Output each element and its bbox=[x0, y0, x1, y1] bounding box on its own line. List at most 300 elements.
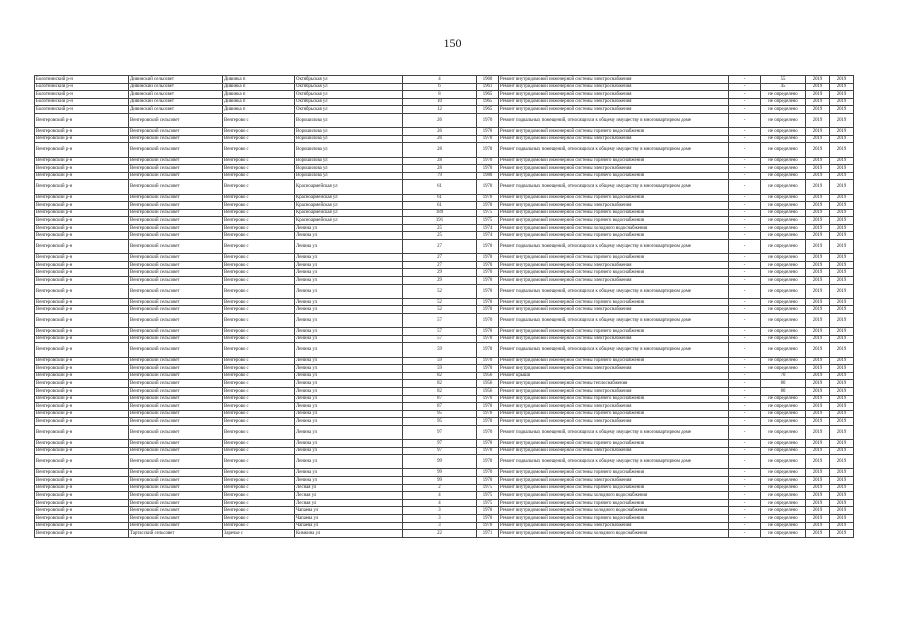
settlement-cell: Венгеровский сельсовет bbox=[129, 365, 223, 373]
table-row bbox=[35, 530, 854, 538]
dash-cell: - bbox=[729, 440, 761, 448]
street-cell: Ленина ул bbox=[295, 395, 403, 403]
start-year-cell: 2019 bbox=[806, 135, 830, 143]
start-year-cell: 2019 bbox=[806, 335, 830, 343]
district-cell: Венгеровский р-н bbox=[35, 499, 129, 507]
house-number-cell: 3 bbox=[403, 515, 477, 523]
street-cell: Ленина ул bbox=[295, 455, 403, 469]
house-number-cell: 99 bbox=[403, 477, 477, 485]
year-built-cell: 1970 bbox=[477, 395, 499, 403]
work-type-cell: Ремонт внутридомовой инженерной системы горячего водоснабжения bbox=[499, 410, 729, 418]
dash-cell: - bbox=[729, 157, 761, 165]
table-row bbox=[35, 425, 854, 439]
end-year-cell: 2019 bbox=[830, 298, 854, 306]
start-year-cell: 2019 bbox=[806, 522, 830, 530]
dash-cell: - bbox=[729, 522, 761, 530]
year-built-cell: 1965 bbox=[477, 106, 499, 114]
table-row bbox=[35, 269, 854, 277]
start-year-cell: 2019 bbox=[806, 277, 830, 285]
dash-cell: - bbox=[729, 135, 761, 143]
district-cell: Венгеровский р-н bbox=[35, 492, 129, 500]
table-row bbox=[35, 157, 854, 165]
cost-cell: не определено bbox=[761, 515, 806, 523]
district-cell: Венгеровский р-н bbox=[35, 180, 129, 194]
start-year-cell: 2019 bbox=[806, 477, 830, 485]
end-year-cell: 2019 bbox=[830, 410, 854, 418]
year-built-cell: 1970 bbox=[477, 284, 499, 298]
year-built-cell: 1970 bbox=[477, 113, 499, 127]
house-number-cell: 4 bbox=[403, 76, 477, 84]
dash-cell: - bbox=[729, 217, 761, 225]
work-type-cell: Ремонт внутридомовой инженерной системы электроснабжения bbox=[499, 76, 729, 84]
district-cell: Венгеровский р-н bbox=[35, 484, 129, 492]
locality-cell: Венгерово с bbox=[223, 298, 295, 306]
street-cell: Октябрьская ул bbox=[295, 83, 403, 91]
cost-cell: не определено bbox=[761, 306, 806, 314]
district-cell: Венгеровский р-н bbox=[35, 284, 129, 298]
dash-cell: - bbox=[729, 194, 761, 202]
start-year-cell: 2019 bbox=[806, 224, 830, 232]
settlement-cell: Венгеровский сельсовет bbox=[129, 335, 223, 343]
start-year-cell: 2019 bbox=[806, 106, 830, 114]
house-number-cell: 2 bbox=[403, 484, 477, 492]
settlement-cell: Венгеровский сельсовет bbox=[129, 157, 223, 165]
table-row bbox=[35, 135, 854, 143]
table-row bbox=[35, 522, 854, 530]
start-year-cell: 2019 bbox=[806, 240, 830, 254]
settlement-cell: Венгеровский сельсовет bbox=[129, 477, 223, 485]
dash-cell: - bbox=[729, 314, 761, 328]
house-number-cell: 57 bbox=[403, 335, 477, 343]
district-cell: Венгеровский р-н bbox=[35, 306, 129, 314]
dash-cell: - bbox=[729, 530, 761, 538]
cost-cell: не определено bbox=[761, 492, 806, 500]
street-cell: Чапаева ул bbox=[295, 515, 403, 523]
start-year-cell: 2019 bbox=[806, 395, 830, 403]
start-year-cell: 2019 bbox=[806, 343, 830, 357]
district-cell: Венгеровский р-н bbox=[35, 403, 129, 411]
cost-cell: не определено bbox=[761, 507, 806, 515]
district-cell: Венгеровский р-н bbox=[35, 507, 129, 515]
cost-cell: не определено bbox=[761, 469, 806, 477]
house-number-cell: 59 bbox=[403, 343, 477, 357]
work-type-cell: Ремонт внутридомовой инженерной системы электроснабжения bbox=[499, 165, 729, 173]
district-cell: Венгеровский р-н bbox=[35, 143, 129, 157]
house-number-cell: 28 bbox=[403, 143, 477, 157]
district-cell: Венгеровский р-н bbox=[35, 128, 129, 136]
street-cell: Кимкина ул bbox=[295, 530, 403, 538]
year-built-cell: 1974 bbox=[477, 224, 499, 232]
settlement-cell: Венгеровский сельсовет bbox=[129, 284, 223, 298]
table-row bbox=[35, 209, 854, 217]
work-type-cell: Ремонт внутридомовой инженерной системы холодного водоснабжения bbox=[499, 530, 729, 538]
house-number-cell: 22 bbox=[403, 530, 477, 538]
street-cell: Ленина ул bbox=[295, 240, 403, 254]
locality-cell: Дивинка п bbox=[223, 106, 295, 114]
house-number-cell: 29 bbox=[403, 269, 477, 277]
start-year-cell: 2019 bbox=[806, 380, 830, 388]
year-built-cell: 1965 bbox=[477, 98, 499, 106]
table-row bbox=[35, 410, 854, 418]
district-cell: Венгеровский р-н bbox=[35, 440, 129, 448]
street-cell: Октябрьская ул bbox=[295, 106, 403, 114]
dash-cell: - bbox=[729, 335, 761, 343]
house-number-cell: 95 bbox=[403, 418, 477, 426]
year-built-cell: 1970 bbox=[477, 194, 499, 202]
dash-cell: - bbox=[729, 515, 761, 523]
dash-cell: - bbox=[729, 261, 761, 269]
table-row bbox=[35, 372, 854, 380]
district-cell: Венгеровский р-н bbox=[35, 254, 129, 262]
table-row bbox=[35, 261, 854, 269]
table-row bbox=[35, 306, 854, 314]
district-cell: Венгеровский р-н bbox=[35, 380, 129, 388]
table-row bbox=[35, 76, 854, 84]
start-year-cell: 2019 bbox=[806, 372, 830, 380]
cost-cell: не определено bbox=[761, 425, 806, 439]
locality-cell: Венгерово с bbox=[223, 477, 295, 485]
end-year-cell: 2019 bbox=[830, 492, 854, 500]
year-built-cell: 1970 bbox=[477, 469, 499, 477]
street-cell: Ленина ул bbox=[295, 261, 403, 269]
work-type-cell: Ремонт внутридомовой инженерной системы электроснабжения bbox=[499, 261, 729, 269]
street-cell: Красноармейская ул bbox=[295, 209, 403, 217]
locality-cell: Венгерово с bbox=[223, 172, 295, 180]
table-row bbox=[35, 284, 854, 298]
start-year-cell: 2019 bbox=[806, 469, 830, 477]
locality-cell: Венгерово с bbox=[223, 372, 295, 380]
settlement-cell: Венгеровский сельсовет bbox=[129, 224, 223, 232]
table-row bbox=[35, 83, 854, 91]
work-type-cell: Ремонт внутридомовой инженерной системы электроснабжения bbox=[499, 135, 729, 143]
locality-cell: Венгерово с bbox=[223, 499, 295, 507]
end-year-cell: 2019 bbox=[830, 232, 854, 240]
cost-cell: не определено bbox=[761, 202, 806, 210]
dash-cell: - bbox=[729, 284, 761, 298]
settlement-cell: Венгеровский сельсовет bbox=[129, 180, 223, 194]
dash-cell: - bbox=[729, 395, 761, 403]
district-cell: Венгеровский р-н bbox=[35, 277, 129, 285]
house-number-cell: 52 bbox=[403, 284, 477, 298]
house-number-cell: 97 bbox=[403, 447, 477, 455]
settlement-cell: Венгеровский сельсовет bbox=[129, 455, 223, 469]
year-built-cell: 1970 bbox=[477, 357, 499, 365]
house-number-cell: 82 bbox=[403, 380, 477, 388]
house-number-cell: 52 bbox=[403, 298, 477, 306]
house-number-cell: 57 bbox=[403, 328, 477, 336]
end-year-cell: 2019 bbox=[830, 261, 854, 269]
dash-cell: - bbox=[729, 224, 761, 232]
district-cell: Венгеровский р-н bbox=[35, 224, 129, 232]
settlement-cell: Венгеровский сельсовет bbox=[129, 418, 223, 426]
dash-cell: - bbox=[729, 484, 761, 492]
start-year-cell: 2019 bbox=[806, 269, 830, 277]
locality-cell: Венгерово с bbox=[223, 403, 295, 411]
end-year-cell: 2019 bbox=[830, 380, 854, 388]
district-cell: Венгеровский р-н bbox=[35, 365, 129, 373]
district-cell: Венгеровский р-н bbox=[35, 232, 129, 240]
settlement-cell: Венгеровский сельсовет bbox=[129, 128, 223, 136]
table-row bbox=[35, 194, 854, 202]
cost-cell: не определено bbox=[761, 254, 806, 262]
settlement-cell: Дивинский сельсовет bbox=[129, 76, 223, 84]
table-row bbox=[35, 387, 854, 395]
street-cell: Ленина ул bbox=[295, 224, 403, 232]
work-type-cell: Ремонт внутридомовой инженерной системы горячего водоснабжения bbox=[499, 232, 729, 240]
settlement-cell: Дивинский сельсовет bbox=[129, 106, 223, 114]
work-type-cell: Ремонт подвальных помещений, относящихся к общему имуществу в многоквартирном доме bbox=[499, 343, 729, 357]
table-row bbox=[35, 380, 854, 388]
year-built-cell: 1956 bbox=[477, 380, 499, 388]
house-number-cell: 26 bbox=[403, 128, 477, 136]
settlement-cell: Венгеровский сельсовет bbox=[129, 343, 223, 357]
cost-cell: не определено bbox=[761, 418, 806, 426]
start-year-cell: 2019 bbox=[806, 298, 830, 306]
settlement-cell: Венгеровский сельсовет bbox=[129, 499, 223, 507]
house-number-cell: 26 bbox=[403, 135, 477, 143]
table-row bbox=[35, 143, 854, 157]
house-number-cell: 27 bbox=[403, 254, 477, 262]
street-cell: Ворошилова ул bbox=[295, 128, 403, 136]
locality-cell: Венгерово с bbox=[223, 232, 295, 240]
end-year-cell: 2019 bbox=[830, 328, 854, 336]
house-number-cell: 97 bbox=[403, 440, 477, 448]
start-year-cell: 2019 bbox=[806, 76, 830, 84]
year-built-cell: 1961 bbox=[477, 83, 499, 91]
settlement-cell: Венгеровский сельсовет bbox=[129, 507, 223, 515]
dash-cell: - bbox=[729, 492, 761, 500]
cost-cell: не определено bbox=[761, 530, 806, 538]
table-row bbox=[35, 447, 854, 455]
dash-cell: - bbox=[729, 306, 761, 314]
cost-cell: не определено bbox=[761, 224, 806, 232]
repair-schedule-table bbox=[34, 75, 854, 538]
settlement-cell: Венгеровский сельсовет bbox=[129, 357, 223, 365]
year-built-cell: 1975 bbox=[477, 217, 499, 225]
year-built-cell: 1956 bbox=[477, 372, 499, 380]
work-type-cell: Ремонт крыши bbox=[499, 372, 729, 380]
year-built-cell: 1970 bbox=[477, 328, 499, 336]
district-cell: Венгеровский р-н bbox=[35, 515, 129, 523]
settlement-cell: Дивинский сельсовет bbox=[129, 98, 223, 106]
end-year-cell: 2019 bbox=[830, 395, 854, 403]
street-cell: Ворошилова ул bbox=[295, 157, 403, 165]
street-cell: Ленина ул bbox=[295, 372, 403, 380]
street-cell: Ленина ул bbox=[295, 365, 403, 373]
year-built-cell: 1970 bbox=[477, 403, 499, 411]
dash-cell: - bbox=[729, 425, 761, 439]
cost-cell: не определено bbox=[761, 335, 806, 343]
cost-cell: не определено bbox=[761, 455, 806, 469]
house-number-cell: 28 bbox=[403, 157, 477, 165]
district-cell: Венгеровский р-н bbox=[35, 298, 129, 306]
year-built-cell: 1970 bbox=[477, 157, 499, 165]
year-built-cell: 1970 bbox=[477, 306, 499, 314]
dash-cell: - bbox=[729, 447, 761, 455]
table-row bbox=[35, 499, 854, 507]
start-year-cell: 2019 bbox=[806, 410, 830, 418]
start-year-cell: 2019 bbox=[806, 91, 830, 99]
cost-cell: не определено bbox=[761, 106, 806, 114]
year-built-cell: 1970 bbox=[477, 440, 499, 448]
house-number-cell: 82 bbox=[403, 387, 477, 395]
end-year-cell: 2019 bbox=[830, 143, 854, 157]
table-row bbox=[35, 240, 854, 254]
house-number-cell: 29 bbox=[403, 277, 477, 285]
house-number-cell: 87 bbox=[403, 403, 477, 411]
end-year-cell: 2019 bbox=[830, 484, 854, 492]
house-number-cell: 12 bbox=[403, 106, 477, 114]
work-type-cell: Ремонт внутридомовой инженерной системы холодного водоснабжения bbox=[499, 224, 729, 232]
house-number-cell: 87 bbox=[403, 395, 477, 403]
street-cell: Ворошилова ул bbox=[295, 165, 403, 173]
dash-cell: - bbox=[729, 372, 761, 380]
end-year-cell: 2019 bbox=[830, 165, 854, 173]
table-row bbox=[35, 328, 854, 336]
start-year-cell: 2019 bbox=[806, 83, 830, 91]
start-year-cell: 2019 bbox=[806, 492, 830, 500]
year-built-cell: 1975 bbox=[477, 499, 499, 507]
house-number-cell: 28 bbox=[403, 165, 477, 173]
end-year-cell: 2019 bbox=[830, 277, 854, 285]
district-cell: Венгеровский р-н bbox=[35, 328, 129, 336]
end-year-cell: 2019 bbox=[830, 372, 854, 380]
settlement-cell: Венгеровский сельсовет bbox=[129, 165, 223, 173]
street-cell: Красноармейская ул bbox=[295, 180, 403, 194]
work-type-cell: Ремонт внутридомовой инженерной системы электроснабжения bbox=[499, 403, 729, 411]
district-cell: Болотнинский р-н bbox=[35, 106, 129, 114]
table-row bbox=[35, 484, 854, 492]
year-built-cell: 1970 bbox=[477, 507, 499, 515]
end-year-cell: 2019 bbox=[830, 284, 854, 298]
work-type-cell: Ремонт внутридомовой инженерной системы электроснабжения bbox=[499, 335, 729, 343]
year-built-cell: 1975 bbox=[477, 484, 499, 492]
street-cell: Ленина ул bbox=[295, 298, 403, 306]
dash-cell: - bbox=[729, 76, 761, 84]
table-row bbox=[35, 343, 854, 357]
work-type-cell: Ремонт внутридомовой инженерной системы теплоснабжения bbox=[499, 380, 729, 388]
street-cell: Ленина ул bbox=[295, 447, 403, 455]
district-cell: Венгеровский р-н bbox=[35, 469, 129, 477]
table-row bbox=[35, 254, 854, 262]
dash-cell: - bbox=[729, 403, 761, 411]
year-built-cell: 1970 bbox=[477, 343, 499, 357]
start-year-cell: 2019 bbox=[806, 515, 830, 523]
locality-cell: Дивинка п bbox=[223, 91, 295, 99]
street-cell: Ленина ул bbox=[295, 380, 403, 388]
dash-cell: - bbox=[729, 165, 761, 173]
end-year-cell: 2019 bbox=[830, 209, 854, 217]
street-cell: Ворошилова ул bbox=[295, 143, 403, 157]
start-year-cell: 2019 bbox=[806, 447, 830, 455]
dash-cell: - bbox=[729, 254, 761, 262]
page-number: 150 bbox=[443, 36, 462, 50]
work-type-cell: Ремонт внутридомовой инженерной системы электроснабжения bbox=[499, 522, 729, 530]
table-row bbox=[35, 224, 854, 232]
settlement-cell: Венгеровский сельсовет bbox=[129, 484, 223, 492]
street-cell: Ворошилова ул bbox=[295, 135, 403, 143]
start-year-cell: 2019 bbox=[806, 172, 830, 180]
street-cell: Чапаева ул bbox=[295, 507, 403, 515]
table-row bbox=[35, 314, 854, 328]
work-type-cell: Ремонт внутридомовой инженерной системы горячего водоснабжения bbox=[499, 484, 729, 492]
dash-cell: - bbox=[729, 455, 761, 469]
cost-cell: не определено bbox=[761, 440, 806, 448]
locality-cell: Венгерово с bbox=[223, 357, 295, 365]
dash-cell: - bbox=[729, 172, 761, 180]
cost-cell: не определено bbox=[761, 232, 806, 240]
district-cell: Венгеровский р-н bbox=[35, 372, 129, 380]
end-year-cell: 2019 bbox=[830, 254, 854, 262]
cost-cell: не определено bbox=[761, 522, 806, 530]
settlement-cell: Дивинский сельсовет bbox=[129, 83, 223, 91]
settlement-cell: Венгеровский сельсовет bbox=[129, 387, 223, 395]
district-cell: Болотнинский р-н bbox=[35, 98, 129, 106]
cost-cell: не определено bbox=[761, 143, 806, 157]
year-built-cell: 1975 bbox=[477, 209, 499, 217]
house-number-cell: 57 bbox=[403, 314, 477, 328]
house-number-cell: 189 bbox=[403, 209, 477, 217]
district-cell: Венгеровский р-н bbox=[35, 395, 129, 403]
table-row bbox=[35, 232, 854, 240]
district-cell: Венгеровский р-н bbox=[35, 165, 129, 173]
work-type-cell: Ремонт подвальных помещений, относящихся к общему имуществу в многоквартирном доме bbox=[499, 314, 729, 328]
start-year-cell: 2019 bbox=[806, 530, 830, 538]
year-built-cell: 1970 bbox=[477, 425, 499, 439]
street-cell: Ленина ул bbox=[295, 328, 403, 336]
year-built-cell: 1970 bbox=[477, 410, 499, 418]
district-cell: Венгеровский р-н bbox=[35, 455, 129, 469]
district-cell: Венгеровский р-н bbox=[35, 209, 129, 217]
cost-cell: 70 bbox=[761, 372, 806, 380]
cost-cell: не определено bbox=[761, 113, 806, 127]
street-cell: Красноармейская ул bbox=[295, 217, 403, 225]
settlement-cell: Венгеровский сельсовет bbox=[129, 372, 223, 380]
house-number-cell: 52 bbox=[403, 306, 477, 314]
locality-cell: Венгерово с bbox=[223, 180, 295, 194]
work-type-cell: Ремонт подвальных помещений, относящихся к общему имуществу в многоквартирном доме bbox=[499, 455, 729, 469]
table-row bbox=[35, 403, 854, 411]
district-cell: Болотнинский р-н bbox=[35, 76, 129, 84]
district-cell: Венгеровский р-н bbox=[35, 113, 129, 127]
table-row bbox=[35, 492, 854, 500]
locality-cell: Венгерово с bbox=[223, 224, 295, 232]
end-year-cell: 2019 bbox=[830, 343, 854, 357]
cost-cell: не определено bbox=[761, 194, 806, 202]
table-row bbox=[35, 217, 854, 225]
table-row bbox=[35, 395, 854, 403]
work-type-cell: Ремонт внутридомовой инженерной системы горячего водоснабжения bbox=[499, 515, 729, 523]
end-year-cell: 2019 bbox=[830, 135, 854, 143]
house-number-cell: 61 bbox=[403, 194, 477, 202]
locality-cell: Венгерово с bbox=[223, 306, 295, 314]
street-cell: Ленина ул bbox=[295, 254, 403, 262]
house-number-cell: 59 bbox=[403, 357, 477, 365]
locality-cell: Венгерово с bbox=[223, 469, 295, 477]
locality-cell: Венгерово с bbox=[223, 157, 295, 165]
start-year-cell: 2019 bbox=[806, 217, 830, 225]
settlement-cell: Венгеровский сельсовет bbox=[129, 380, 223, 388]
end-year-cell: 2019 bbox=[830, 91, 854, 99]
house-number-cell: 61 bbox=[403, 180, 477, 194]
cost-cell: не определено bbox=[761, 484, 806, 492]
table-row bbox=[35, 98, 854, 106]
end-year-cell: 2019 bbox=[830, 335, 854, 343]
settlement-cell: Венгеровский сельсовет bbox=[129, 425, 223, 439]
cost-cell: не определено bbox=[761, 269, 806, 277]
end-year-cell: 2019 bbox=[830, 106, 854, 114]
work-type-cell: Ремонт внутридомовой инженерной системы горячего водоснабжения bbox=[499, 395, 729, 403]
